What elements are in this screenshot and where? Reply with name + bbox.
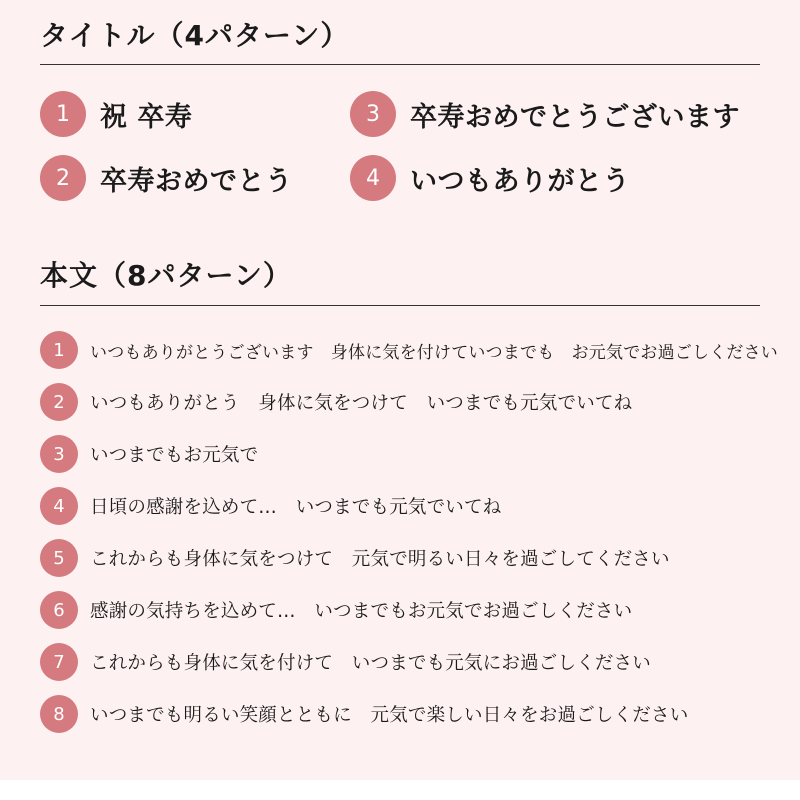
body-option-7 bbox=[40, 643, 651, 681]
number-badge: 7 bbox=[40, 643, 78, 681]
title-section-heading: タイトル（4パターン） bbox=[40, 19, 350, 52]
body-option-text: これからも身体に気を付けて いつまでも元気にお過ごしください bbox=[90, 653, 652, 674]
number-badge: 4 bbox=[350, 155, 396, 201]
body-option-text: いつもありがとうございます 身体に気を付けていつまでも お元気でお過ごしください bbox=[90, 342, 778, 363]
title-option-text: 卒寿おめでとう bbox=[100, 165, 293, 197]
body-option-6 bbox=[40, 591, 632, 629]
number-badge: 8 bbox=[40, 695, 78, 733]
title-option-text: いつもありがとう bbox=[410, 165, 630, 197]
body-option-text: いつまでも明るい笑顔とともに 元気で楽しい日々をお過ごしください bbox=[90, 705, 689, 726]
body-option-5 bbox=[40, 539, 670, 577]
title-option-text: 卒寿おめでとうございます bbox=[410, 101, 740, 133]
title-option-text: 祝 卒寿 bbox=[100, 101, 193, 133]
number-badge: 1 bbox=[40, 91, 86, 137]
body-option-text: 感謝の気持ちを込めて… いつまでもお元気でお過ごしください bbox=[90, 601, 633, 622]
number-badge: 2 bbox=[40, 383, 78, 421]
title-option-2 bbox=[40, 155, 293, 201]
body-option-text: 日頃の感謝を込めて… いつまでも元気でいてね bbox=[90, 497, 502, 518]
body-option-8 bbox=[40, 695, 688, 733]
body-option-text: いつもありがとう 身体に気をつけて いつまでも元気でいてね bbox=[90, 393, 633, 414]
number-badge: 3 bbox=[40, 435, 78, 473]
body-option-text: いつまでもお元気で bbox=[90, 445, 259, 466]
title-option-1 bbox=[40, 91, 192, 137]
title-option-4 bbox=[350, 155, 630, 201]
number-badge: 1 bbox=[40, 331, 78, 369]
body-section-divider bbox=[40, 305, 760, 306]
number-badge: 3 bbox=[350, 91, 396, 137]
body-option-text: これからも身体に気をつけて 元気で明るい日々を過ごしてください bbox=[90, 549, 670, 570]
number-badge: 6 bbox=[40, 591, 78, 629]
number-badge: 5 bbox=[40, 539, 78, 577]
body-option-1 bbox=[40, 331, 778, 369]
body-option-3 bbox=[40, 435, 258, 473]
body-option-4 bbox=[40, 487, 501, 525]
number-badge: 2 bbox=[40, 155, 86, 201]
number-badge: 4 bbox=[40, 487, 78, 525]
body-option-2 bbox=[40, 383, 632, 421]
title-option-3 bbox=[350, 91, 740, 137]
title-section-divider bbox=[40, 64, 760, 65]
body-section-heading: 本文（8パターン） bbox=[40, 259, 292, 292]
